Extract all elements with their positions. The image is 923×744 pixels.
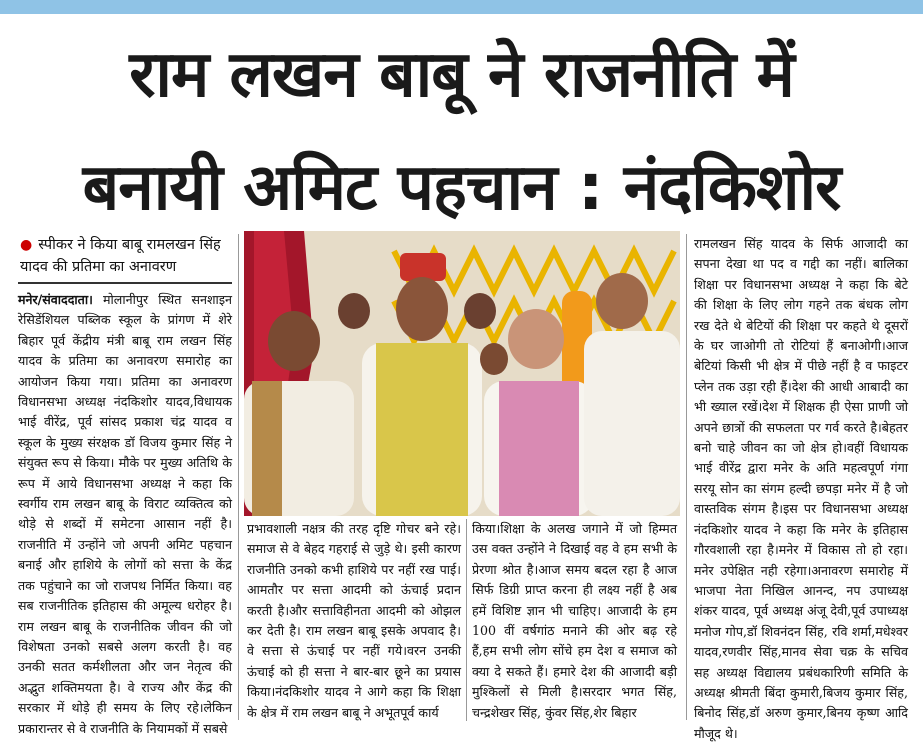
article-column-2 <box>247 519 461 721</box>
article-column-1 <box>18 290 232 736</box>
photo-illustration <box>244 231 680 516</box>
article-column-3 <box>472 519 677 721</box>
column-2-text: प्रभावशाली नक्षत्र की तरह दृष्टि गोचर बने रहे। समाज से वे बेहद गहराई से जुड़े थे। इसी कारण राजनीति उनको कभी हाशिये पर नहीं रख पाई। आमतौर पर सत्ता आदमी को ऊंचाई प्रदान करती है।और सत्ताविहीनता आदमी को ओझल कर देती है। राम लखन बाबू इसके अपवाद है। वे सत्ता से ऊंचाई पर नहीं गये।वरन उनकी ऊंचाई को ही सत्ता ने बार-बार छूने का प्रयास किया।नंदकिशोर यादव ने आगे कहा कि शिक्षा के क्षेत्र में राम लखन बाबू ने अभूतपूर्व कार्य <box>247 521 461 720</box>
column-divider <box>686 234 687 720</box>
headline-line-1: राम लखन बाबू ने राजनीति में <box>129 38 794 112</box>
top-color-band <box>0 0 923 14</box>
column-divider <box>466 519 467 721</box>
news-photo <box>244 231 680 516</box>
bullet-icon: ● <box>20 237 33 253</box>
dateline: मनेर/संवाददाता। <box>18 292 93 307</box>
article-column-4 <box>694 234 908 741</box>
subheading-divider <box>18 282 232 284</box>
column-3-text: किया।शिक्षा के अलख जगाने में जो हिम्मत उस वक्त उन्होंने ने दिखाई वह वे हम सभी के प्रेरणा श्रोत है।आज समय बदल रहा है आज सिर्फ डिग्री प्राप्त करना ही लक्ष्य नहीं है अब हमें विशिष्ट ज्ञान भी चाहिए। आजादी के हम 100 वीं वर्षगांठ मनाने की ओर बढ़ रहे हैं,हम सभी लोग सोंचे हम देश व समाज को क्या दे सकते हैं। हमारे देश की आजादी बड़ी मुश्किलों से मिली है।सरदार भगत सिंह, चन्द्रशेखर सिंह, कुंवर सिंह,शेर बिहार <box>472 521 677 720</box>
column-4-text: रामलखन सिंह यादव के सिर्फ आजादी का सपना देखा था पद व गद्दी का नहीं। बालिका शिक्षा पर विधानसभा अध्यक्ष ने कहा कि बेटे की शिक्षा के लिए लोग गहने तक बंधक लोग रख देते थे बेटियों की शिक्षा पर कहते थे दूसरों के घर जाओगी तो रोटियां हैं बनाओगी।आज बेटियां किसी भी क्षेत्र में पीछे नहीं है व फाइटर प्लेन तक उड़ा रही हैं।देश की आधी आबादी का भी ख्याल रखें।देश में शिक्षक ही ऐसा प्राणी जो अपने छात्रों की सफलता पर गर्व करते है।बेहतर बनो चाहे जीवन का जो क्षेत्र हो।वहीं विधायक भाई वीरेंद्र द्वारा मनेर के अति महत्वपूर्ण गंगा सरयू सोन का संगम हल्दी छपड़ा मनेर में है जो वास्तविक संगम है।इस पर विधानसभा अध्यक्ष नंदकिशोर यादव ने कहा कि मनेर के इतिहास गौरवशाली रहा है।मनेर में विकास तो हो रहा।मनेर उपेक्षित नही रहेगा।अनावरण समारोह में भाजपा नेता निखिल आनन्द, नप उपाध्यक्ष शंकर यादव, पूर्व अध्यक्ष अंजू देवी,पूर्व उपाध्यक्ष मनोज गोप,डॉ शिवनंदन सिंह, रवि शर्मा,मधेश्वर यादव,रणवीर सिंह,मानव सेवा चक्र के सचिव सह अध्यक्ष विद्यालय प्रबंधकारिणी समिति के अध्यक्ष श्रीमती बिंदा कुमारी,बिजय कुमार सिंह, बिनोद सिंह,डॉ अरुण कुमार,बिनय कृष्ण आदि मौजूद थे। <box>694 236 908 741</box>
subheading <box>20 234 232 278</box>
column-divider <box>238 234 239 720</box>
column-1-text: मोलानीपुर स्थित सनशाइन रेसिडेंशियल पब्लिक स्कूल के प्रांगण में शेरे बिहार पूर्व केंद्रीय मंत्री बाबू राम लखन सिंह यादव के प्रतिमा का अनावरण समारोह का आयोजन किया गया। प्रतिमा का अनावरण विधानसभा अध्यक्ष नंदकिशोर यादव,विधायक भाई वीरेंद्र, पूर्व सांसद प्रकाश चंद्र यादव व स्कूल के मुख्य संरक्षक डॉ विजय कुमार सिंह ने संयुक्त रूप से किया। मौके पर मुख्य अतिथि के रूप में आये विधानसभा अध्यक्ष ने कहा कि स्वर्गीय राम लखन बाबू के विराट व्यक्तित्व को थोड़े से शब्दों में समेटना आसान नहीं है। राजनीति में उन्होंने जो अपनी अमिट पहचान बनाई और हाशिये के लोगों को सत्ता के केंद्र तक पहुंचाने का जो राजपथ निर्मित किया। वह सब राजनीतिक इतिहास की अमूल्य धरोहर है। राम लखन बाबू के राजनीतिक जीवन की जो विशेषता उनको सबसे अलग करती है। वह उनकी सतत कर्मशीलता और जन नेतृत्व की अद्भुत शक्तिमयता है। वे राज्य और केंद्र की सरकार में थोड़े ही समय के लिए रहे।लेकिन प्रकारान्तर से वे राजनीति के नियामकों में सबसे <box>18 292 232 736</box>
subheading-text: स्पीकर ने किया बाबू रामलखन सिंह यादव की प्रतिमा का अनावरण <box>20 237 221 275</box>
headline-line-2: बनायी अमिट पहचान : नंदकिशोर <box>82 151 841 225</box>
